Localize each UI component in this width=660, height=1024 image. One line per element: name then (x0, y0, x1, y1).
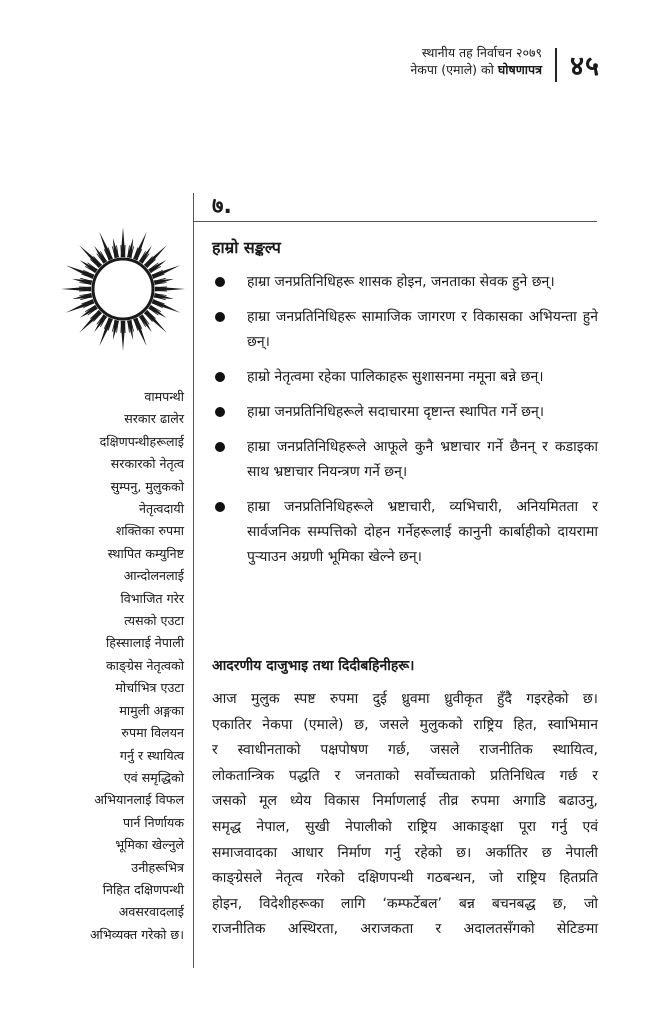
pledge-item (212, 495, 598, 570)
sidebar-line: आन्दोलनलाई (123, 568, 184, 584)
pledge-list (212, 270, 598, 570)
sun-fine-ray (79, 291, 90, 292)
sidebar-line: सरकारको नेतृत्व (110, 456, 184, 472)
pledge-text: हाम्रा जनप्रतिनिधिहरूले सदाचारमा दृष्टान्त स्थापित गर्ने छन्। (247, 404, 545, 420)
sidebar-line: नेतृत्वदायी (138, 501, 184, 517)
body-line: र स्वाधीनताको पक्षपोषण गर्छ, जसले राजनीतिक स्थायित्व, (212, 742, 598, 759)
body-line: जसको मूल ध्येय विकास निर्माणलाई तीव्र रुपमा अगाडि बढाउनु, (212, 793, 598, 810)
sidebar-line: उनीहरूभित्र (131, 859, 184, 875)
sidebar-line: भूमिका खेल्नुले (115, 837, 184, 853)
sidebar-line: स्थापित कम्युनिष्ट (107, 545, 184, 561)
sun-fine-ray (121, 245, 122, 256)
body-paragraph (212, 687, 598, 943)
running-header (410, 44, 542, 78)
bullet-icon (215, 312, 225, 322)
body-line: होइन, विदेशीहरूका लागि ‘कम्फर्टेबल’ बन्न बचनबद्ध छ, जो (212, 895, 598, 912)
pledge-text: हाम्रा जनप्रतिनिधिहरू सामाजिक जागरण र विकासका अभियन्ता हुने छन्। (247, 309, 598, 350)
pledge-item (212, 270, 598, 295)
sun-fine-ray (125, 322, 126, 333)
sun-fine-ray (121, 322, 122, 333)
sidebar-line: पार्न निर्णायक (122, 814, 184, 830)
pledge-text: हाम्रा जनप्रतिनिधिहरू शासक होइन, जनताका सेवक हुने छन्। (247, 274, 555, 290)
sidebar-line: त्यसको एउटा (124, 613, 184, 629)
sun-fine-ray (79, 287, 90, 288)
chapter-horizontal-rule (193, 221, 597, 222)
sun-fine-ray (125, 245, 126, 256)
sidebar-line: गर्नु र स्थायित्व (119, 747, 184, 763)
body-line: समृद्ध नेपाल, सुखी नेपालीको राष्ट्रिय आकाङ्क्षा पूरा गर्नु एवं (212, 818, 598, 835)
chapter-number: ७. (212, 194, 232, 219)
sidebar-line: हिस्सालाई नेपाली (106, 635, 184, 651)
sidebar-line: शक्तिका रुपमा (115, 523, 184, 539)
sidebar-line: दक्षिणपन्थीहरूलाई (99, 433, 184, 449)
header-line-1: स्थानीय तह निर्वाचन २०७९ (421, 45, 542, 60)
pledge-item (212, 435, 598, 485)
sidebar-line: अवसरवादलाई (118, 904, 184, 920)
address-heading: आदरणीय दाजुभाइ तथा दिदीबहिनीहरू। (212, 658, 415, 674)
pledge-text: हाम्रा जनप्रतिनिधिहरूले आफूले कुनै भ्रष्टाचार गर्ने छैनन् र कडाइका साथ भ्रष्टाचार नियन्त्रण गर्ने छन्। (247, 439, 598, 480)
body-line: काङ्ग्रेसले नेतृत्व गरेको दक्षिणपन्थी गठबन्धन, जो राष्ट्रिय हितप्रति (212, 870, 598, 887)
bullet-icon (215, 277, 225, 287)
margin-vertical-rule (193, 193, 194, 968)
header-line-2 (410, 61, 542, 78)
body-line: आज मुलुक स्पष्ट रुपमा दुई ध्रुवमा ध्रुवीकृत हुँदै गइरहेको छ। (212, 691, 598, 707)
bullet-icon (215, 372, 225, 382)
sidebar-line: निहित दक्षिणपन्थी (102, 881, 184, 897)
header-line-2-bold: घोषणापत्र (497, 62, 542, 77)
sidebar-line: विभाजित गरेर (120, 590, 184, 606)
sun-emblem-icon (60, 221, 186, 357)
bullet-icon (215, 407, 225, 417)
sidebar-line: काङ्ग्रेस नेतृत्वको (105, 657, 184, 673)
sidebar-line: अभिव्यक्त गरेको छ। (89, 926, 184, 942)
pledge-item (212, 305, 598, 355)
sidebar-line: अभियानलाई विफल (94, 792, 184, 808)
sun-fine-ray (156, 287, 167, 288)
sidebar-line: वामपन्थी (144, 389, 184, 404)
pledge-item (212, 400, 598, 425)
sidebar-line: रुपमा विलयन (121, 725, 184, 741)
sun-fine-ray (156, 291, 167, 292)
header-divider (555, 48, 557, 82)
bullet-icon (215, 502, 225, 512)
body-line: लोकतान्त्रिक पद्धति र जनताको सर्वोच्चताको प्रतिनिधित्व गर्छ र (212, 767, 598, 784)
page-number: ४५ (570, 51, 601, 82)
body-line: राजनीतिक अस्थिरता, अराजकता र अदालतसँगको सेटिङमा (212, 921, 598, 938)
sidebar-line: सरकार ढालेर (124, 411, 184, 427)
sidebar-line: मोर्चाभित्र एउटा (115, 680, 184, 696)
bullet-icon (215, 442, 225, 452)
pledge-text: हाम्रा जनप्रतिनिधिहरूले भ्रष्टाचारी, व्यभिचारी, अनियमितता र सार्वजनिक सम्पत्तिको दोहन गर्नेहरूलाई कानुनी कार्बाहीको दायरामा पुऱ्याउन अग्रणी भूमिका खेल्ने छन्। (247, 499, 598, 565)
sidebar-line: एवं समृद्धिको (123, 769, 184, 785)
header-line-2-prefix: नेकपा (एमाले) को (410, 62, 498, 77)
sidebar-line: सुम्पनु, मुलुकको (110, 478, 184, 494)
body-line: एकातिर नेकपा (एमाले) छ, जसले मुलुकको राष्ट्रिय हित, स्वाभिमान (212, 716, 598, 733)
section-title: हाम्रो सङ्कल्प (212, 238, 281, 257)
sidebar-pull-quote (54, 386, 184, 946)
pledge-item (212, 365, 598, 390)
body-line: समाजवादका आधार निर्माण गर्नु रहेको छ। अर्कातिर छ नेपाली (212, 844, 598, 861)
sidebar-line: मामुली अङ्गका (119, 702, 184, 718)
pledge-text: हाम्रो नेतृत्वमा रहेका पालिकाहरू सुशासनमा नमूना बन्ने छन्। (247, 369, 544, 385)
